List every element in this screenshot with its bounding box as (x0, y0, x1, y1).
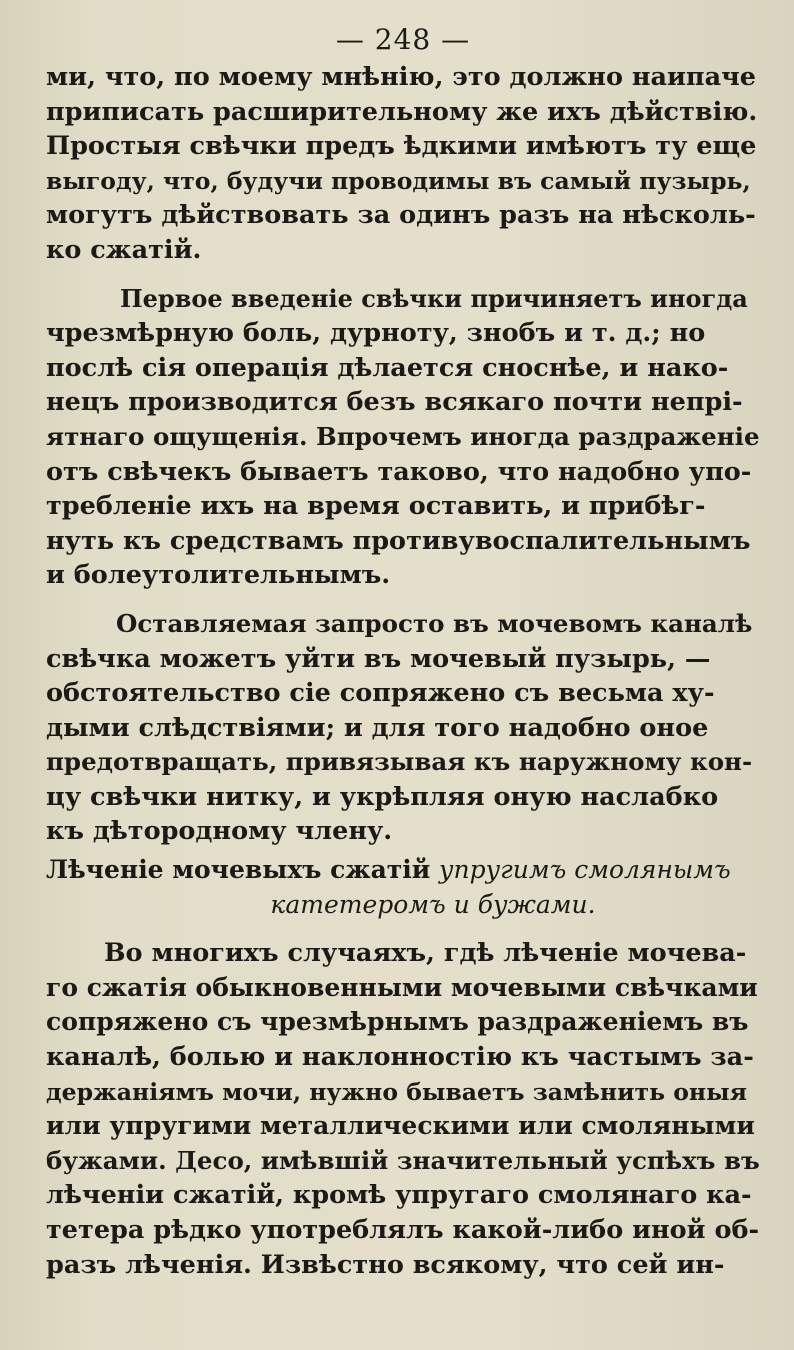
text-line: послѣ сія операція дѣлается сноснѣе, и нако- (46, 352, 729, 383)
page-number: — 248 — (335, 23, 471, 56)
text-line: и болеутолительнымъ. (46, 560, 391, 591)
text-line: Во многихъ случаяхъ, гдѣ лѣченіе мочева- (104, 938, 747, 969)
text-line: обстоятельство сіе сопряжено съ весьма ху- (46, 678, 715, 709)
text-line: къ дѣтородному члену. (46, 816, 393, 847)
text-line: ми, что, по моему мнѣнію, это должно наипаче (46, 62, 757, 92)
text-line: го сжатія обыкновенными мочевыми свѣчками (46, 972, 758, 1002)
section-heading (46, 853, 760, 922)
text-line: нуть къ средствамъ противувоспалительнымъ (46, 525, 751, 556)
text-line: отъ свѣчекъ бываетъ таково, что надобно упо- (46, 456, 752, 487)
text-line: требленіе ихъ на время оставить, и прибѣг- (46, 491, 706, 522)
text-line: чрезмѣрную боль, дурноту, знобъ и т. д.; но (46, 318, 706, 349)
text-line: бужами. Десо, имѣвшій значительный успѣхъ въ (46, 1145, 760, 1175)
text-line: предотвращать, привязывая къ наружному кон- (46, 747, 753, 777)
text-line: цу свѣчки нитку, и укрѣпляя оную наслабко (46, 781, 719, 812)
heading-line (46, 853, 760, 888)
text-line: лѣченіи сжатій, кромѣ упругаго смолянаго ка- (46, 1180, 752, 1211)
text-line: нецъ производится безъ всякаго почти непрі- (46, 387, 743, 418)
text-line: каналѣ, болью и наклонностію къ частымъ за- (46, 1042, 754, 1073)
text-line: Оставляемая запросто въ мочевомъ каналѣ (116, 608, 753, 638)
text-line: приписать расширительному же ихъ дѣйствію. (46, 96, 758, 127)
text-line: Первое введеніе свѣчки причиняетъ иногда (120, 283, 748, 313)
text-line: тетера рѣдко употреблялъ какой-либо иной об- (46, 1215, 760, 1245)
heading-part-3: катетеромъ и бужами. (270, 889, 596, 919)
text-line: ятнаго ощущенія. Впрочемъ иногда раздраженіе (46, 421, 760, 451)
text-line: разъ лѣченія. Извѣстно всякому, что сей ин- (46, 1249, 725, 1280)
paragraph-1 (46, 60, 760, 268)
text-line: сопряжено съ чрезмѣрнымъ раздраженіемъ въ (46, 1007, 749, 1037)
text-line: ко сжатій. (46, 234, 202, 265)
heading-part-2: упругимъ смолянымъ (439, 855, 731, 885)
text-line: дыми слѣдствіями; и для того надобно оное (46, 712, 709, 743)
text-line: выгоду, что, будучи проводимы въ самый пузырь, (46, 166, 751, 195)
text-line: Простыя свѣчки предъ ѣдкими имѣютъ ту еще (46, 131, 757, 162)
text-line: свѣчка можетъ уйти въ мочевый пузырь, — (46, 643, 711, 674)
paragraph-2 (46, 282, 760, 593)
paragraph-4 (46, 936, 760, 1282)
text-line: или упругими металлическими или смоляными (46, 1111, 755, 1141)
text-line: могутъ дѣйствовать за одинъ разъ на нѣсколь- (46, 200, 756, 231)
text-line: держаніямъ мочи, нужно бываетъ замѣнить оныя (46, 1077, 748, 1106)
paragraph-3 (46, 607, 760, 849)
heading-line-2 (46, 888, 760, 923)
heading-part-1: Лѣченіе мочевыхъ сжатій (46, 855, 431, 885)
